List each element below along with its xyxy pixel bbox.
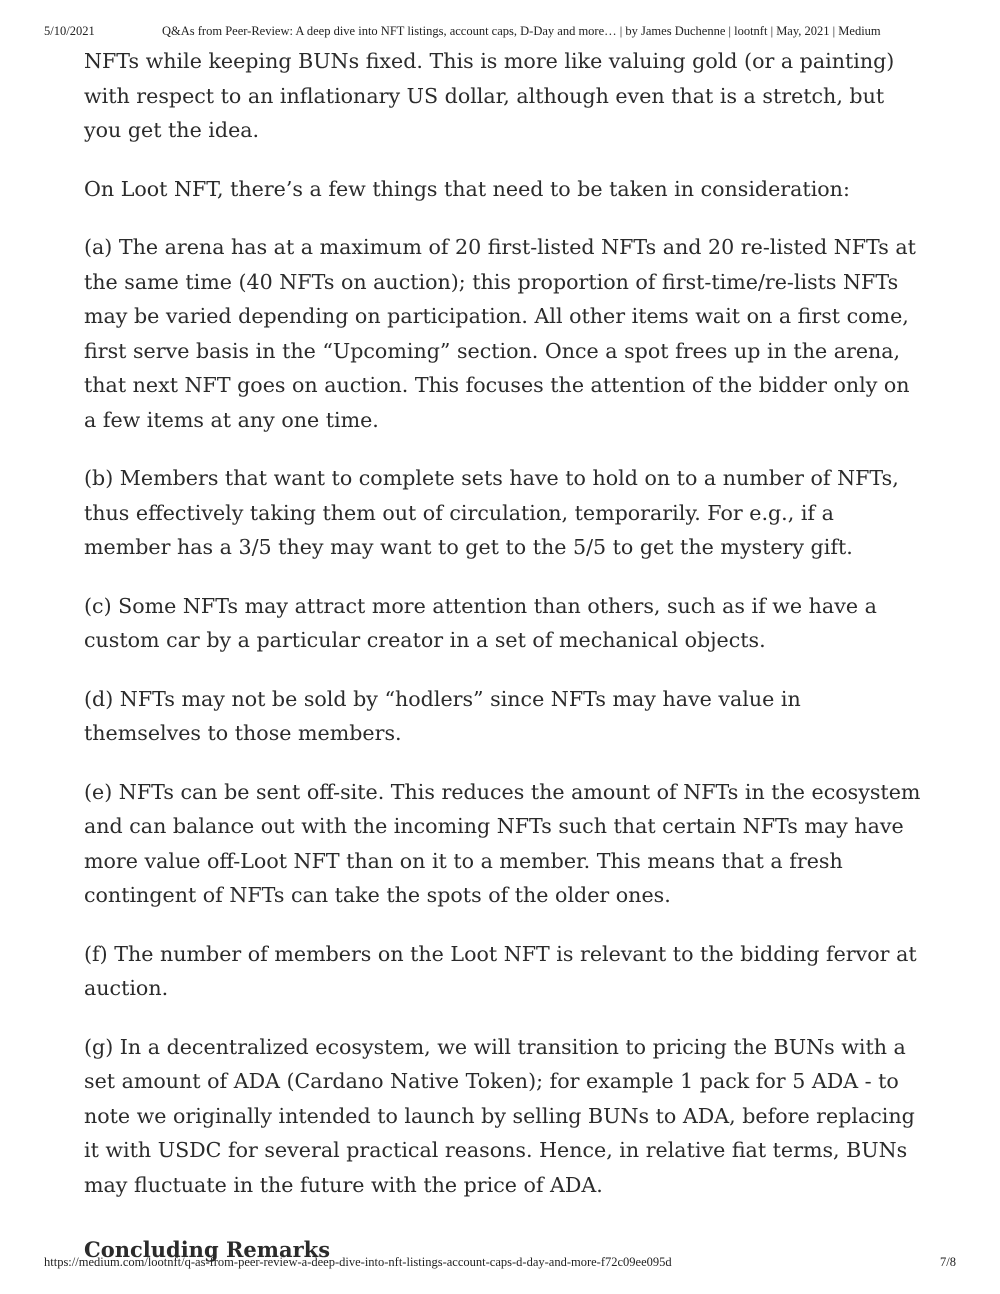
print-page-title: Q&As from Peer-Review: A deep dive into NFT listings, account caps, D-Day and more… | by James Duchenne | lootnft | May, 2021 | Medium — [162, 24, 881, 38]
section-heading: Concluding Remarks — [84, 1237, 331, 1262]
paragraph-item-d: (d) NFTs may not be sold by “hodlers” since NFTs may have value in themselves to those members. — [84, 686, 801, 745]
paragraph-item-b: (b) Members that want to complete sets have to hold on to a number of NFTs, thus effectively taking them out of circulation, temporarily. For e.g., if a member has a 3/5 they may want to get to the 5/5 to get the mystery gift. — [84, 466, 899, 559]
print-date: 5/10/2021 — [44, 24, 95, 38]
paragraph-intro-continued: NFTs while keeping BUNs fixed. This is more like valuing gold (or a painting) with respect to an inflationary US dollar, although even that is a stretch, but you get the idea. — [84, 49, 895, 142]
paragraph-item-g: (g) In a decentralized ecosystem, we will transition to pricing the BUNs with a set amount of ADA (Cardano Native Token); for example 1 pack for 5 ADA - to note we originally intended to launch by selling BUNs to ADA, before replacing it with USDC for several practical reasons. Hence, in relative fiat terms, BUNs may fluctuate in the future with the price of ADA. — [84, 1034, 915, 1197]
page-number: 7/8 — [940, 1255, 956, 1269]
paragraph-item-f: (f) The number of members on the Loot NFT is relevant to the bidding fervor at auction. — [84, 941, 917, 1000]
paragraph-item-a: (a) The arena has at a maximum of 20 first-listed NFTs and 20 re-listed NFTs at the same time (40 NFTs on auction); this proportion of first-time/re-lists NFTs may be varied depending on participation. All other items wait on a first come, first serve basis in the “Upcoming” section. Once a spot frees up in the arena, that next NFT goes on auction. This focuses the attention of the bidder only on a few items at any one time. — [84, 235, 916, 432]
print-url: https://medium.com/lootnft/q-as-from-peer-review-a-deep-dive-into-nft-listings-account-caps-d-day-and-more-f72c09ee095d — [44, 1255, 672, 1269]
paragraph-considerations: On Loot NFT, there’s a few things that need to be taken in consideration: — [84, 176, 850, 201]
paragraph-item-c: (c) Some NFTs may attract more attention than others, such as if we have a custom car by a particular creator in a set of mechanical objects. — [84, 593, 877, 652]
paragraph-item-e: (e) NFTs can be sent off-site. This reduces the amount of NFTs in the ecosystem and can balance out with the incoming NFTs such that certain NFTs may have more value off-Loot NFT than on it to a member. This means that a fresh contingent of NFTs can take the spots of the older ones. — [84, 779, 921, 907]
article-body — [84, 44, 924, 1266]
print-footer — [44, 1255, 956, 1271]
print-header — [44, 24, 956, 40]
